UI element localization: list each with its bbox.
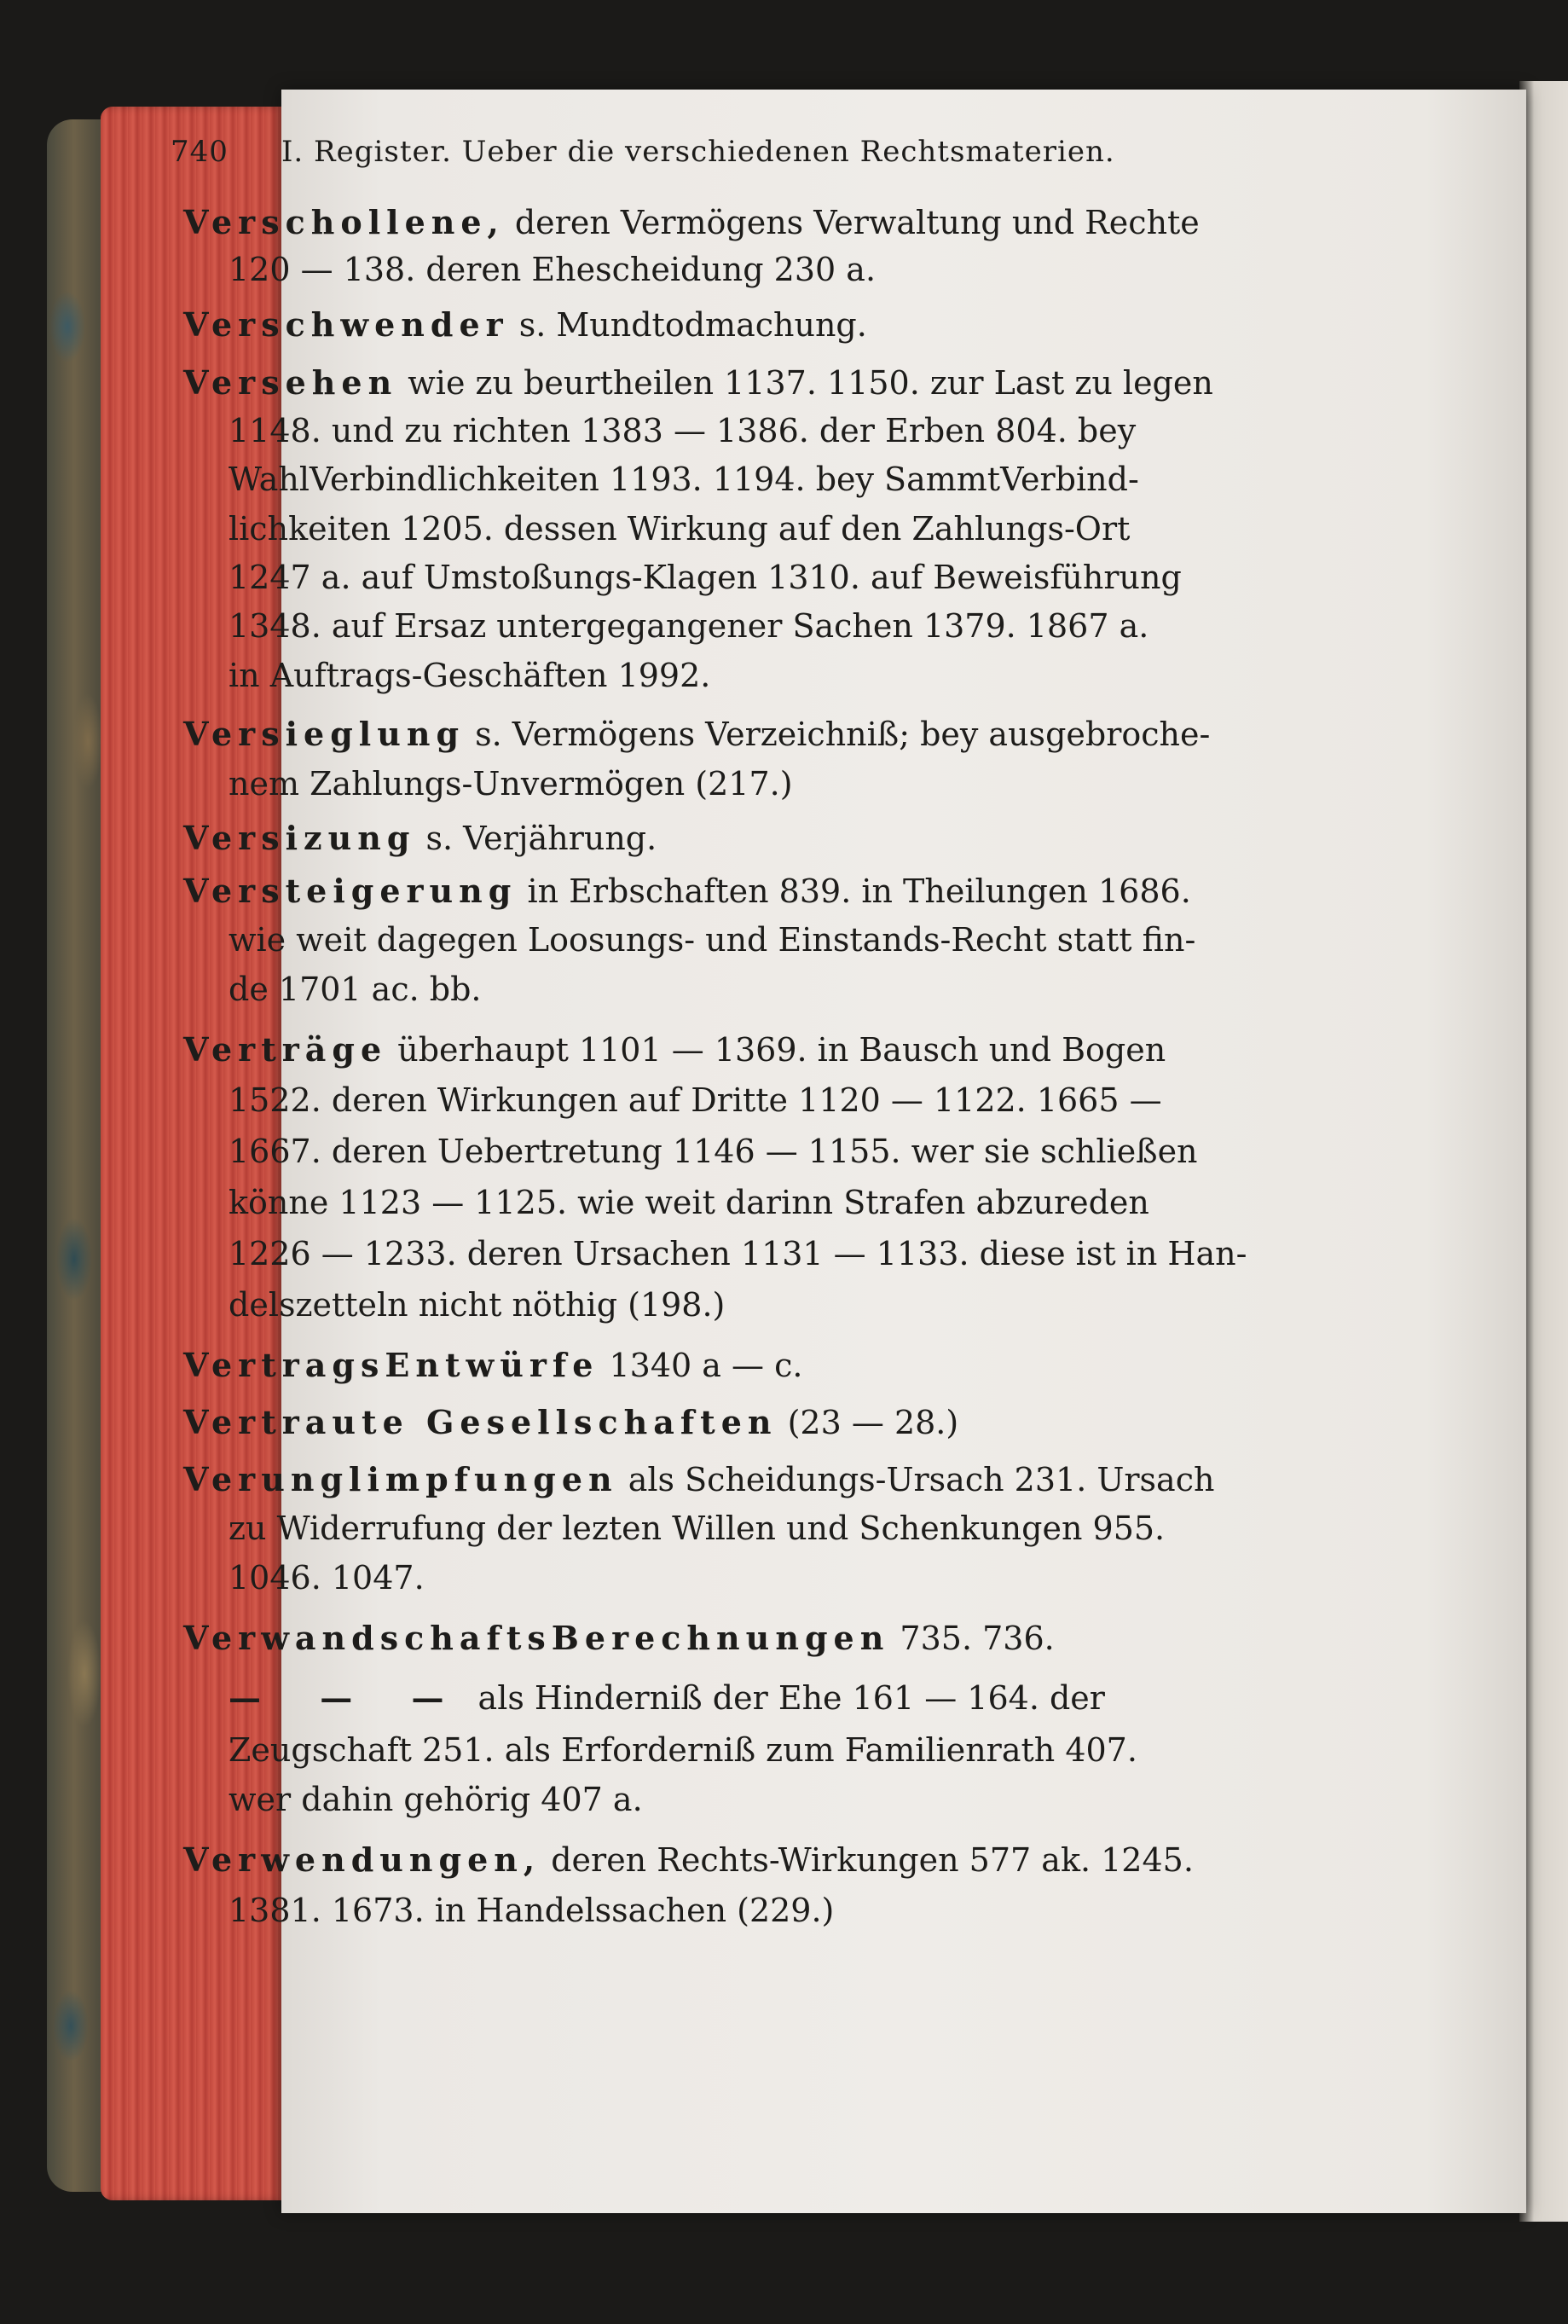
entry-term: Verträge [183, 1030, 388, 1069]
entry-term: Vertraute Gesellschaften [183, 1403, 778, 1441]
entry-line: in Erbschaften 839. in Theilungen 1686. [517, 872, 1191, 910]
index-entry [0, 1030, 1568, 1069]
entry-line: deren Vermögens Verwaltung und Rechte [504, 204, 1200, 241]
entry-continuation: könne 1123 — 1125. wie weit darinn Strafen abzureden [229, 1184, 1149, 1221]
entry-term: VertragsEntwürfe [183, 1346, 599, 1384]
running-title: I. Register. Ueber die verschiedenen Rechtsmaterien. [281, 135, 1115, 169]
entry-continuation: wie weit dagegen Loosungs- und Einstands-Recht statt fin- [229, 921, 1196, 959]
entry-term: — — — [229, 1678, 468, 1717]
entry-term: Verschwender [183, 305, 509, 344]
entry-continuation: 1247 a. auf Umstoßungs-Klagen 1310. auf Beweisführung [229, 559, 1182, 596]
index-entry [0, 715, 1568, 753]
index-entry [0, 819, 1568, 857]
index-entry [0, 1840, 1568, 1879]
entry-line: 735. 736. [889, 1620, 1055, 1657]
entry-term: VerwandschaftsBerechnungen [183, 1619, 890, 1657]
entry-continuation: WahlVerbindlichkeiten 1193. 1194. bey SammtVerbind- [229, 461, 1139, 498]
entry-continuation: wer dahin gehörig 407 a. [229, 1781, 643, 1818]
entry-continuation: nem Zahlungs-Unvermögen (217.) [229, 765, 793, 803]
entry-continuation: 1148. und zu richten 1383 — 1386. der Erben 804. bey [229, 412, 1137, 449]
entry-continuation: Zeugschaft 251. als Erforderniß zum Familienrath 407. [229, 1731, 1137, 1769]
entry-term: Verunglimpfungen [183, 1460, 618, 1498]
entry-continuation: zu Widerrufung der lezten Willen und Schenkungen 955. [229, 1510, 1166, 1547]
entry-continuation: 1348. auf Ersaz untergegangener Sachen 1379. 1867 a. [229, 607, 1149, 645]
entry-continuation: 1226 — 1233. deren Ursachen 1131 — 1133. diese ist in Han- [229, 1235, 1247, 1272]
entry-line: wie zu beurtheilen 1137. 1150. zur Last zu legen [397, 364, 1213, 402]
index-entry [0, 1403, 1568, 1441]
index-entry [0, 305, 1568, 344]
entry-line: als Scheidungs-Ursach 231. Ursach [617, 1461, 1215, 1498]
entry-continuation: in Auftrags-Geschäften 1992. [229, 657, 711, 694]
entry-line: überhaupt 1101 — 1369. in Bausch und Bogen [387, 1031, 1166, 1069]
entry-continuation: 1046. 1047. [229, 1559, 425, 1597]
entry-continuation: delszetteln nicht nöthig (198.) [229, 1286, 726, 1324]
entry-continuation: 120 — 138. deren Ehescheidung 230 a. [229, 251, 877, 288]
entry-continuation: 1667. deren Uebertretung 1146 — 1155. wer sie schließen [229, 1133, 1198, 1170]
entry-term: Versteigerung [183, 872, 518, 910]
index-entry [0, 363, 1568, 402]
entry-term: Versehen [183, 363, 398, 402]
entry-continuation: de 1701 ac. bb. [229, 971, 482, 1008]
entry-line: s. Verjährung. [415, 820, 657, 857]
index-entry [0, 1678, 1568, 1717]
index-entry [0, 1619, 1568, 1657]
entry-term: Versizung [183, 819, 416, 857]
entry-line: s. Vermögens Verzeichniß; bey ausgebroche- [465, 716, 1211, 753]
index-entry [0, 872, 1568, 910]
entry-line: deren Rechts-Wirkungen 577 ak. 1245. [541, 1841, 1194, 1879]
entry-continuation: 1522. deren Wirkungen auf Dritte 1120 — 1122. 1665 — [229, 1081, 1162, 1119]
page-number: 740 [171, 135, 229, 169]
index-entry [0, 203, 1568, 241]
index-entry [0, 1460, 1568, 1498]
entry-line: 1340 a — c. [599, 1347, 803, 1384]
entry-line: als Hinderniß der Ehe 161 — 164. der [467, 1679, 1105, 1717]
entry-line: (23 — 28.) [777, 1404, 959, 1441]
entry-term: Verschollene, [183, 203, 505, 241]
entry-continuation: 1381. 1673. in Handelssachen (229.) [229, 1892, 835, 1929]
entry-line: s. Mundtodmachung. [508, 306, 867, 344]
entry-term: Verwendungen, [183, 1840, 541, 1879]
entry-continuation: lichkeiten 1205. dessen Wirkung auf den Zahlungs-Ort [229, 510, 1131, 548]
index-entry [0, 1346, 1568, 1384]
entry-term: Versieglung [183, 715, 466, 753]
